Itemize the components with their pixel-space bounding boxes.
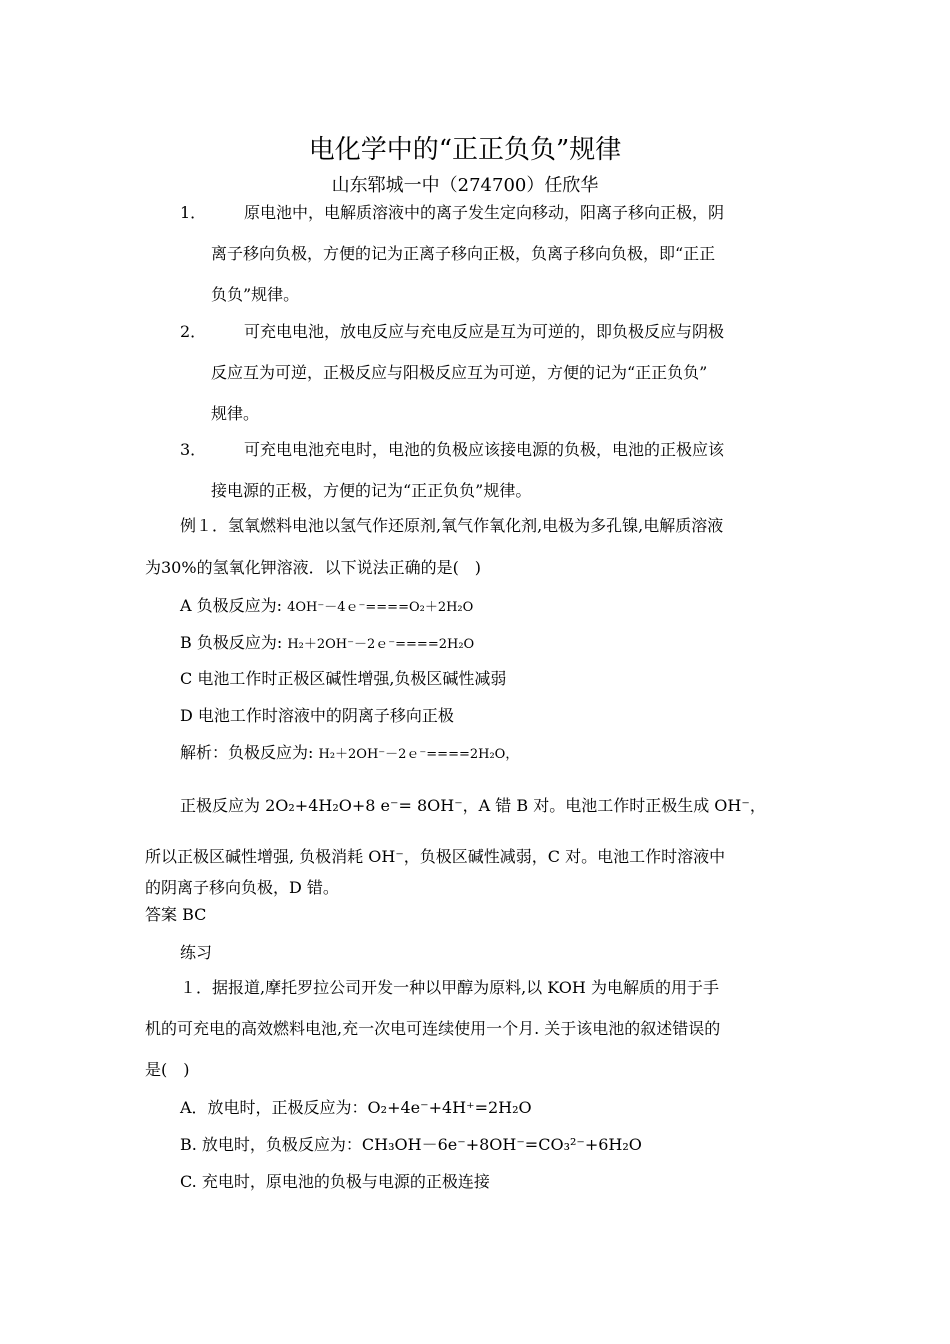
analysis-line-4: 的阴离子移向负极，D 错。 bbox=[145, 878, 339, 897]
example-line-2: 为30%的氢氧化钾溶液．以下说法正确的是( ) bbox=[145, 558, 482, 577]
example-option-d: D 电池工作时溶液中的阴离子移向正极 bbox=[180, 706, 454, 725]
analysis-line-2: 正极反应为 2O₂+4H₂O+8 e⁻= 8OH⁻，A 错 B 对。电池工作时正极生成 OH⁻， bbox=[180, 796, 766, 815]
practice-q1-line-1: １．据报道,摩托罗拉公司开发一种以甲醇为原料,以 KOH 为电解质的用于手 bbox=[180, 978, 719, 997]
rule-1-line-2: 离子移向负极，方便的记为正离子移向正极，负离子移向负极，即“正正 bbox=[211, 244, 716, 263]
rule-3-number: 3． bbox=[180, 440, 207, 459]
example-option-a bbox=[180, 596, 473, 618]
practice-q1-line-2: 机的可充电的高效燃料电池,充一次电可连续使用一个月. 关于该电池的叙述错误的 bbox=[145, 1019, 721, 1038]
option-b-prefix: B 负极反应为: bbox=[180, 633, 288, 652]
rule-1-number: 1． bbox=[180, 203, 207, 222]
rule-3-line-1: 可充电电池充电时，电池的负极应该接电源的负极，电池的正极应该 bbox=[244, 440, 725, 459]
author-line: 山东郓城一中（274700）任欣华 bbox=[331, 175, 599, 196]
rule-2-line-2: 反应互为可逆，正极反应与阳极反应互为可逆，方便的记为“正正负负” bbox=[211, 363, 708, 382]
analysis-prefix: 解析：负极反应为: bbox=[180, 743, 319, 762]
rule-2-number: 2． bbox=[180, 322, 207, 341]
practice-q1-line-3: 是( ) bbox=[145, 1060, 190, 1079]
example-line-1: 例１．氢氧燃料电池以氢气作还原剂,氧气作氧化剂,电极为多孔镍,电解质溶液 bbox=[180, 516, 724, 535]
option-b-equation: H₂＋2OH⁻－2ｅ⁻====2H₂O bbox=[287, 637, 475, 652]
practice-heading: 练习 bbox=[180, 943, 213, 962]
analysis-line-1 bbox=[180, 743, 518, 765]
analysis-equation: H₂＋2OH⁻－2ｅ⁻====2H₂O， bbox=[318, 747, 519, 762]
example-option-b bbox=[180, 633, 474, 655]
document-title: 电化学中的“正正负负”规律 bbox=[308, 135, 622, 165]
option-a-equation: 4OH⁻－4ｅ⁻====O₂＋2H₂O bbox=[287, 600, 474, 615]
example-option-c: C 电池工作时正极区碱性增强,负极区碱性减弱 bbox=[180, 669, 507, 688]
rule-2-line-3: 规律。 bbox=[211, 404, 260, 423]
practice-option-a: A．放电时，正极反应为：O₂+4e⁻+4H⁺=2H₂O bbox=[180, 1098, 532, 1117]
practice-option-b: B. 放电时，负极反应为：CH₃OH－6e⁻+8OH⁻=CO₃²⁻+6H₂O bbox=[180, 1135, 642, 1154]
analysis-line-3: 所以正极区碱性增强, 负极消耗 OH⁻，负极区碱性减弱，C 对。电池工作时溶液中 bbox=[145, 847, 726, 866]
rule-1-line-3: 负负”规律。 bbox=[211, 285, 300, 304]
practice-option-c: C. 充电时，原电池的负极与电源的正极连接 bbox=[180, 1172, 490, 1191]
option-a-prefix: A 负极反应为: bbox=[180, 596, 288, 615]
answer-line: 答案 BC bbox=[145, 905, 207, 924]
rule-1-line-1: 原电池中，电解质溶液中的离子发生定向移动，阳离子移向正极，阴 bbox=[244, 203, 725, 222]
rule-3-line-2: 接电源的正极，方便的记为“正正负负”规律。 bbox=[211, 481, 532, 500]
rule-2-line-1: 可充电电池，放电反应与充电反应是互为可逆的，即负极反应与阴极 bbox=[244, 322, 725, 341]
